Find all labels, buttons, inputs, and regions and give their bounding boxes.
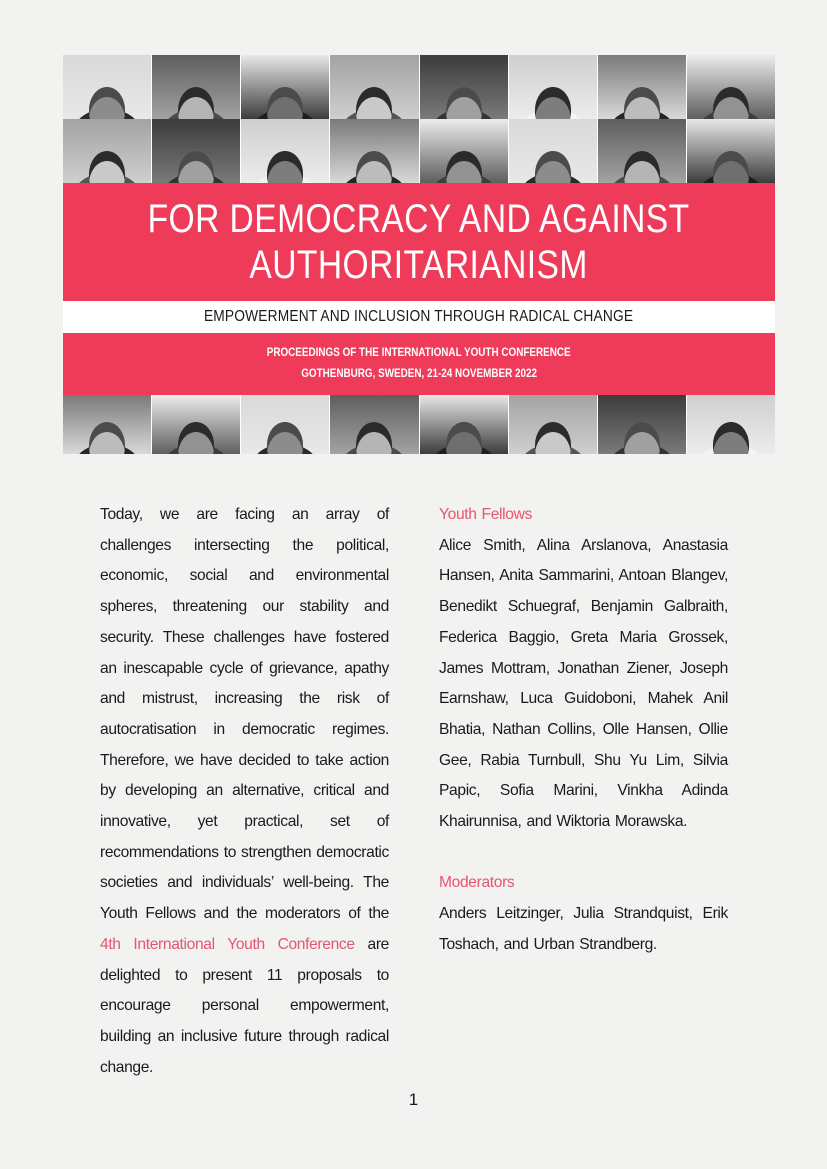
portrait-photo xyxy=(241,55,330,119)
portrait-photo xyxy=(152,55,241,119)
page-title xyxy=(148,196,690,288)
portrait-photo xyxy=(420,119,509,183)
portrait-photo xyxy=(152,395,241,454)
portrait-photo xyxy=(598,395,687,454)
subtitle-band xyxy=(63,301,775,333)
portrait-photo xyxy=(152,119,241,183)
portrait-photo xyxy=(330,55,419,119)
intro-column xyxy=(100,500,389,1083)
moderators-list: Anders Leitzinger, Julia Strandquist, Erik Toshach, and Urban Strandberg. xyxy=(439,905,728,953)
portrait-photo xyxy=(687,395,775,454)
credits-column xyxy=(439,500,728,961)
portrait-photo xyxy=(598,55,687,119)
subtitle: EMPOWERMENT AND INCLUSION THROUGH RADICAL CHANGE xyxy=(204,308,634,325)
moderators-heading: Moderators xyxy=(439,874,515,892)
portrait-photo xyxy=(241,395,330,454)
title-line-2: AUTHORITARIANISM xyxy=(249,243,589,287)
location-date: GOTHENBURG, SWEDEN, 21-24 NOVEMBER 2022 xyxy=(301,368,537,380)
portrait-photo xyxy=(420,395,509,454)
proceedings-band xyxy=(63,333,775,395)
portrait-photo xyxy=(63,55,152,119)
portrait-photo xyxy=(330,119,419,183)
title-band xyxy=(63,183,775,301)
portrait-photo xyxy=(509,119,598,183)
portrait-photo xyxy=(598,119,687,183)
portrait-photo xyxy=(509,395,598,454)
page-number: 1 xyxy=(408,1090,419,1109)
portrait-photo xyxy=(420,55,509,119)
youth-fellows-list: Alice Smith, Alina Arslanova, Anastasia Hansen, Anita Sammarini, Antoan Blangev, Benedikt Schuegraf, Benjamin Galbraith, Federica Baggio, Greta Maria Grossek, James Mottram, Jonathan Ziener, Joseph Earnshaw, Luca Guidoboni, Mahek Anil Bhatia, Nathan Collins, Olle Hansen, Ollie Gee, Rabia Turnbull, Shu Yu Lim, Silvia Papic, Sofia Marini, Vinkha Adinda Khairunnisa, and Wiktoria Morawska. xyxy=(439,536,728,831)
youth-fellows-heading: Youth Fellows xyxy=(439,506,532,523)
cover-banner xyxy=(63,55,775,454)
portrait-photo xyxy=(687,55,775,119)
portrait-photo xyxy=(241,119,330,183)
photo-row-bottom xyxy=(63,395,775,454)
proceedings-label: PROCEEDINGS OF THE INTERNATIONAL YOUTH CONFERENCE xyxy=(267,347,571,359)
portrait-photo xyxy=(63,395,152,454)
photo-row-middle xyxy=(63,119,775,183)
intro-text-end: are delighted to present 11 proposals to encourage personal empowerment, building an inclusive future through radical change. xyxy=(100,935,389,1076)
title-line-1: FOR DEMOCRACY AND AGAINST xyxy=(148,197,690,241)
portrait-photo xyxy=(687,119,775,183)
portrait-photo xyxy=(330,395,419,454)
portrait-photo xyxy=(63,119,152,183)
intro-text-start: Today, we are facing an array of challenges intersecting the political, economic, social and environmental spheres, threatening our stability and security. These challenges have fostered an inescapable cycle of grievance, apathy and mistrust, increasing the risk of autocratisation in democratic regimes. Therefore, we have decided to take action by developing an alternative, critical and innovative, yet practical, set of recommendations to strengthen democratic societies and individuals’ well-being. The Youth Fellows and the moderators of the xyxy=(100,506,389,923)
photo-row-top xyxy=(63,55,775,119)
conference-link[interactable]: 4th International Youth Conference xyxy=(100,935,355,953)
intro-paragraph xyxy=(100,500,389,1083)
portrait-photo xyxy=(509,55,598,119)
